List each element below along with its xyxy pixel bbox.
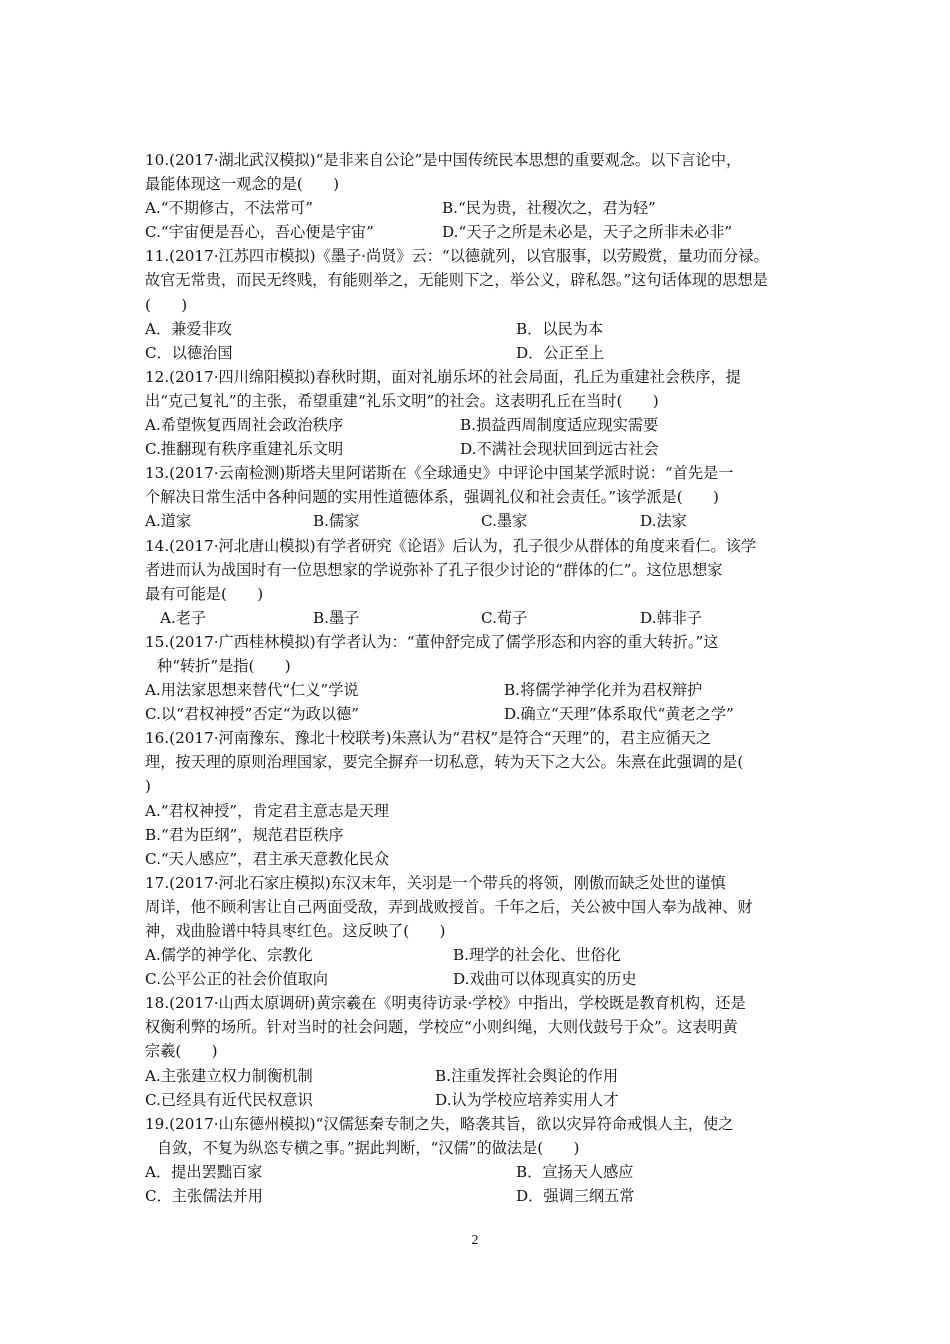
question-stem-line: 16.(2017·河南豫东、豫北十校联考)朱熹认为“君权”是符合“天理”的，君主应循天之: [145, 729, 712, 748]
option-b: B.将儒学神学化并为君权辩护: [504, 681, 703, 700]
question-stem-line: 周详，他不顾利害让自己两面受敌，弄到战败授首。千年之后，关公被中国人奉为战神、财: [145, 897, 753, 916]
option-a: A．兼爱非攻: [145, 319, 232, 338]
question-stem-line: 个解决日常生活中各种问题的实用性道德体系，强调礼仪和社会责任。”该学派是( ): [145, 488, 719, 507]
question-10: [145, 148, 825, 244]
option-d: D.韩非子: [640, 608, 703, 627]
question-stem-line: 种“转折”是指( ): [157, 656, 291, 675]
option-c: C.“天人感应”，君主承天意教化民众: [145, 849, 390, 868]
option-row: [145, 220, 825, 244]
question-stem-line: 权衡利弊的场所。针对当时的社会问题，学校应“小则纠绳，大则伐鼓号于众”。这表明黄: [145, 1018, 738, 1037]
question-17: [145, 871, 825, 991]
option-b: B．以民为本: [516, 319, 604, 338]
option-row: [145, 509, 825, 533]
option-row: [145, 606, 825, 630]
option-b: B.损益西周制度适应现实需要: [460, 416, 659, 435]
option-b: B.注重发挥社会舆论的作用: [435, 1066, 619, 1085]
question-stem-line: 神，戏曲脸谱中特具枣红色。这反映了( ): [145, 922, 446, 940]
option-b: B.“民为贵，社稷次之，君为轻”: [442, 199, 656, 218]
option-b: B．宣扬天人感应: [516, 1162, 634, 1181]
option-row: [145, 1184, 825, 1208]
question-stem-line: 最能体现这一观念的是( ): [145, 175, 340, 194]
option-row: [145, 943, 825, 967]
option-c: C.以“君权神授”否定“为政以德”: [145, 705, 360, 724]
option-d: D．强调三纲五常: [516, 1187, 635, 1206]
option-c: C.墨家: [481, 512, 528, 531]
option-row: [145, 702, 825, 726]
question-stem-line: 理，按天理的原则治理国家，要完全摒弃一切私意，转为天下之大公。朱熹在此强调的是(: [145, 753, 744, 772]
question-15: [145, 630, 825, 726]
option-a: A．提出罢黜百家: [145, 1162, 263, 1181]
option-c: C.推翻现有秩序重建礼乐文明: [145, 440, 344, 459]
option-row: [145, 678, 825, 702]
question-16: [145, 726, 825, 871]
option-a: A.“不期修古，不法常可”: [145, 199, 314, 218]
option-row: [145, 317, 825, 341]
option-d: D.“天子之所是未必是，天子之所非未必非”: [442, 223, 733, 242]
question-12: [145, 365, 825, 461]
option-row: [145, 1160, 825, 1184]
option-a: A.道家: [145, 512, 192, 531]
question-stem-line: 12.(2017·四川绵阳模拟)春秋时期，面对礼崩乐坏的社会局面，孔丘为重建社会秩序，提: [145, 367, 741, 386]
question-11: [145, 244, 825, 364]
question-stem-line: 自敛，不复为纵恣专横之事。”据此判断，“汉儒”的做法是( ): [157, 1138, 580, 1157]
question-stem-line: 13.(2017·云南检测)斯塔夫里阿诺斯在《全球通史》中评论中国某学派时说：“首先是一: [145, 464, 734, 483]
question-stem-line: 11.(2017·江苏四市模拟)《墨子·尚贤》云：“以德就列，以官服事，以劳殿赏，量功而分禄。: [145, 247, 769, 266]
option-d: D．公正至上: [516, 343, 605, 362]
question-14: [145, 534, 825, 630]
question-stem-line: ( ): [145, 295, 188, 314]
question-stem-line: 19.(2017·山东德州模拟)“汉儒惩秦专制之失，略袭其旨，欲以灾异符命戒惧人主，使之: [145, 1114, 734, 1133]
option-d: D.法家: [640, 512, 687, 531]
question-stem-line: 最有可能是( ): [145, 584, 264, 603]
page-number: 2: [471, 1233, 479, 1248]
option-b: B.理学的社会化、世俗化: [453, 946, 621, 965]
option-c: C.荀子: [481, 608, 528, 627]
option-b: B.墨子: [313, 608, 360, 627]
option-c: C.“宇宙便是吾心，吾心便是宇宙”: [145, 223, 374, 242]
question-18: [145, 991, 825, 1111]
question-stem-line: 者进而认为战国时有一位思想家的学说弥补了孔子很少讨论的“群体的仁”。这位思想家: [145, 560, 723, 579]
option-d: D.认为学校应培养实用人才: [435, 1090, 619, 1109]
option-row: [145, 413, 825, 437]
question-stem-line: 17.(2017·河北石家庄模拟)东汉末年，关羽是一个带兵的将领，刚傲而缺乏处世的谨慎: [145, 873, 726, 892]
question-stem-line: 15.(2017·广西桂林模拟)有学者认为：“董仲舒完成了儒学形态和内容的重大转折。”这: [145, 632, 719, 651]
option-d: D.确立“天理”体系取代“黄老之学”: [504, 705, 734, 724]
option-d: D.戏曲可以体现真实的历史: [453, 970, 637, 989]
option-row: [145, 196, 825, 220]
option-row: [145, 1088, 825, 1112]
question-list: [145, 148, 825, 1208]
question-stem-line: 18.(2017·山西太原调研)黄宗羲在《明夷待访录·学校》中指出，学校既是教育机构，还是: [145, 994, 746, 1013]
option-c: C．主张儒法并用: [145, 1187, 263, 1206]
question-stem-line: 出“克己复礼”的主张，希望重建“礼乐文明”的社会。这表明孔丘在当时( ): [145, 391, 659, 410]
option-b: B.儒家: [313, 512, 360, 531]
option-row: [145, 1064, 825, 1088]
option-a: A.希望恢复西周社会政治秩序: [145, 416, 344, 435]
option-a: A.儒学的神学化、宗教化: [145, 946, 313, 965]
option-c: C.公平公正的社会价值取向: [145, 970, 328, 989]
option-a: A.主张建立权力制衡机制: [145, 1066, 313, 1085]
option-a: A.用法家思想来替代“仁义”学说: [145, 681, 359, 700]
question-stem-line: 14.(2017·河北唐山模拟)有学者研究《论语》后认为，孔子很少从群体的角度来看仁。该学: [145, 536, 757, 555]
option-a: A.老子: [160, 608, 207, 627]
question-stem-line: 10.(2017·湖北武汉模拟)“是非来自公论”是中国传统民本思想的重要观念。以下言论中，: [145, 151, 742, 169]
question-stem-line: ): [145, 777, 151, 796]
option-b: B.“君为臣纲”，规范君臣秩序: [145, 825, 344, 844]
option-d: D.不满社会现状回到远古社会: [460, 440, 659, 459]
option-c: C.已经具有近代民权意识: [145, 1090, 313, 1109]
option-a: A.“君权神授”，肯定君主意志是天理: [145, 801, 389, 820]
option-c: C．以德治国: [145, 343, 233, 362]
option-row: [145, 967, 825, 991]
question-stem-line: 宗羲( ): [145, 1042, 218, 1061]
option-row: [145, 341, 825, 365]
question-stem-line: 故官无常贵，而民无终贱，有能则举之，无能则下之，举公义，辟私怨。”这句话体现的思想是: [145, 271, 768, 290]
option-row: [145, 437, 825, 461]
question-19: [145, 1112, 825, 1208]
question-13: [145, 461, 825, 533]
